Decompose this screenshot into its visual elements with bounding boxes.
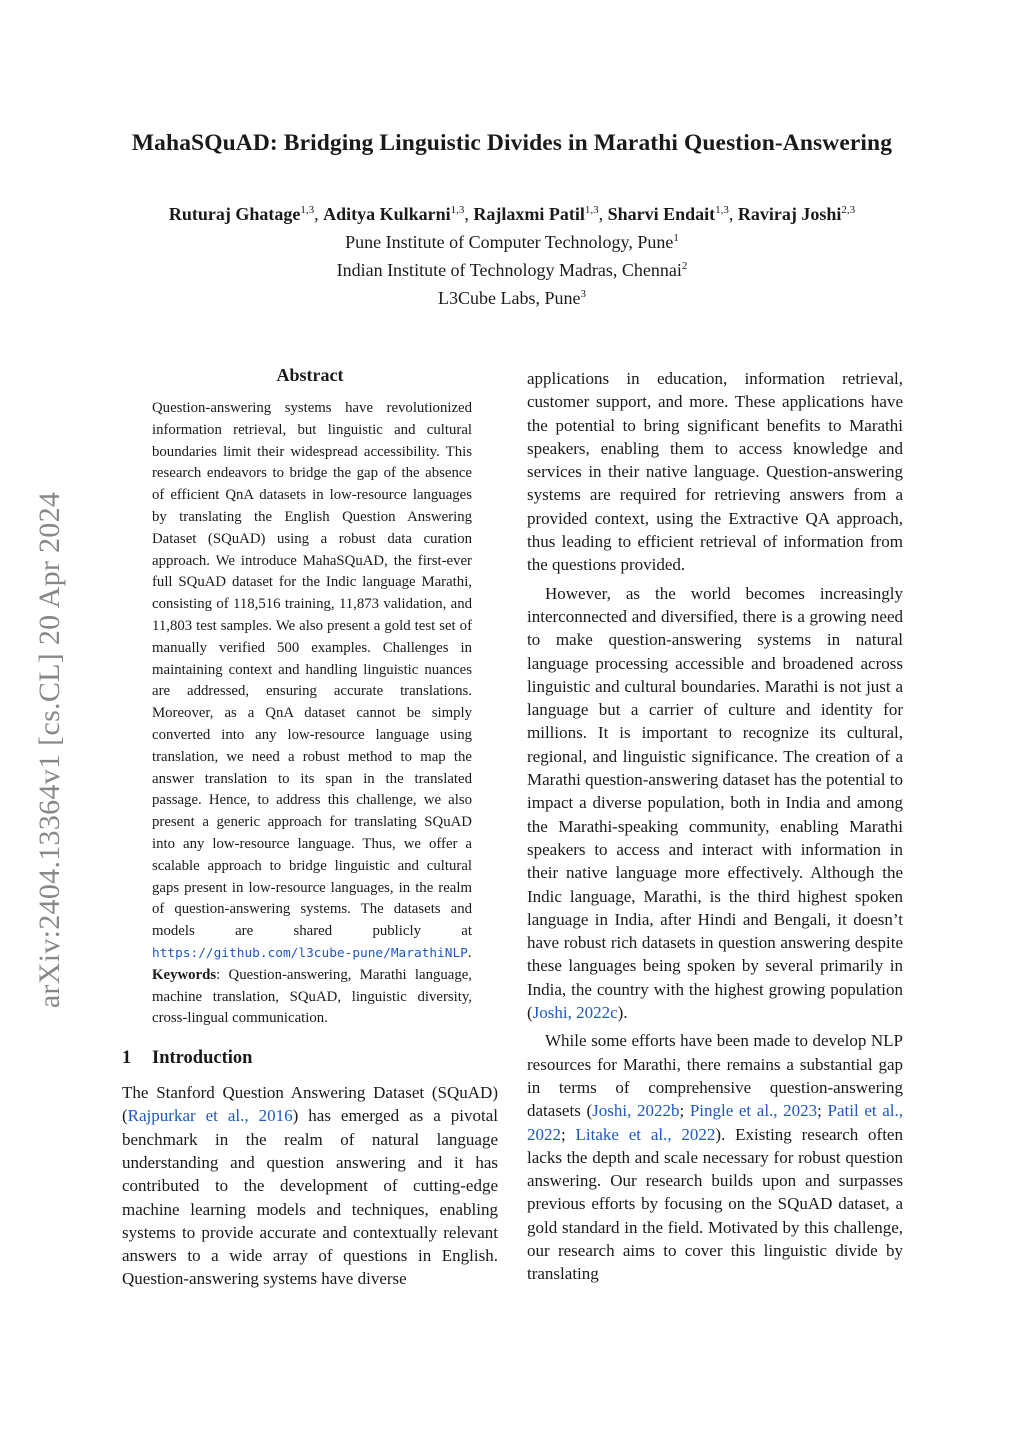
right-column (527, 367, 903, 1286)
author-name: Raviraj Joshi (737, 204, 842, 224)
author-affil-sup: 1,3 (715, 204, 729, 216)
text-run: ; (561, 1124, 576, 1144)
keywords-label: Keywords (152, 966, 217, 983)
text-run: While some efforts have been made to develop NLP resources for Marathi, there remains a substantial gap in terms of comprehensive question-answering datasets ( (527, 1031, 903, 1121)
paper-title: MahaSQuAD: Bridging Linguistic Divides in Marathi Question-Answering (131, 130, 893, 156)
section-number: 1 (122, 1048, 132, 1069)
affiliation-name: Pune Institute of Computer Technology, Pune (345, 232, 674, 252)
section-heading (122, 1048, 498, 1069)
text-run: The Stanford Question Answering Dataset (SQuAD) ( (122, 1083, 498, 1126)
author-block (0, 198, 1024, 310)
citation-link[interactable]: Pingle et al., 2023 (689, 1101, 818, 1121)
author-name: Rajlaxmi Patil (473, 204, 585, 224)
author-name: Sharvi Endait (607, 204, 716, 224)
affiliation-name: Indian Institute of Technology Madras, Chennai (336, 260, 682, 280)
author-affil-sup: 1,3 (300, 204, 315, 216)
paragraph: applications in education, information retrieval, customer support, and more. These applications have the potential to bring significant benefits to Marathi speakers, enabling them to access knowledge and services in their native language. Question-answering systems are required for retrieving answers from a provided context, using the Extractive QA approach, thus leading to efficient retrieval of information from the questions provided. (527, 369, 903, 575)
citation-link[interactable]: Patil et al., 2022 (527, 1101, 903, 1144)
right-body (527, 367, 903, 1286)
repository-link[interactable]: https://github.com/l3cube-pune/MarathiNLP (152, 945, 468, 961)
affiliation (0, 282, 1024, 310)
keywords (152, 965, 472, 1030)
abstract-heading: Abstract (276, 365, 344, 385)
affiliation-sup: 3 (580, 288, 586, 300)
text-run: ). Existing research often lacks the depth and scale necessary for robust question answering. Our research builds upon and surpasses previous efforts by focusing on the SQuAD dataset, a gold standard in the field. Motivated by this challenge, our research aims to cover this linguistic divide by translating (527, 1124, 903, 1284)
left-column (122, 360, 498, 1291)
arxiv-identifier: arXiv:2404.13364v1 [cs.CL] 20 Apr 2024 (33, 491, 66, 1009)
abstract-paragraph: Question-answering systems have revolutionized information retrieval, but linguistic and cultural boundaries limit their widespread accessibility. This research endeavors to bridge the gap of the absence of efficient QnA datasets in low-resource languages by translating the English Question Answering Dataset (SQuAD) using a robust data curation approach. We introduce MahaSQuAD, the first-ever full SQuAD dataset for the Indic language Marathi, consisting of 118,516 training, 11,873 validation, and 11,803 test samples. We also present a gold test set of manually verified 500 examples. Challenges in maintaining context and handling linguistic nuances are addressed, ensuring accurate translations. Moreover, as a QnA dataset cannot be simply converted into any low-resource language using translation, we need a robust method to map the answer translation to its span in the translated passage. Hence, to address this challenge, we also present a generic approach for translating SQuAD into any low-resource language. Thus, we offer a scalable approach to bridge linguistic and cultural gaps present in low-resource languages, in the realm of question-answering systems. The datasets and models are shared publicly at (152, 400, 472, 940)
citation-link[interactable]: Joshi, 2022c (532, 1003, 618, 1023)
affiliation (0, 226, 1024, 254)
author-affil-sup: 1,3 (584, 204, 599, 216)
text-run: ) has emerged as a pivotal benchmark in the realm of natural language understanding and question answering and it has contributed to the development of cutting-edge machine learning models and techniques, enabling systems to provide accurate and contextually relevant answers to a wide array of questions in English. Question-answering systems have diverse (122, 1106, 498, 1289)
citation-link[interactable]: Rajpurkar et al., 2016 (127, 1106, 293, 1126)
section-title: Introduction (152, 1048, 253, 1069)
paragraph (527, 582, 903, 1025)
text-run: ; (817, 1101, 828, 1121)
text-run: However, as the world becomes increasingly interconnected and diversified, there is a growing need to make question-answering systems in natural language processing accessible and broadened across linguistic and cultural boundaries. Marathi is not just a language but a carrier of culture and identity for millions. It is important to recognize its cultural, regional, and linguistic significance. The creation of a Marathi question-answering dataset has the potential to impact a diverse population, both in India and among the Marathi-speaking community, enabling Marathi speakers to access and interact with information in their native language more effectively. Although the Indic language, Marathi, is the third highest spoken language in India, after Hindi and Bengali, it doesn’t have robust rich datasets in question answering despite these languages being spoken by several primarily in India, the country with the highest growing population ( (527, 583, 903, 1023)
citation-link[interactable]: Litake et al., 2022 (575, 1124, 716, 1144)
author-affil-sup: 1,3 (450, 204, 465, 216)
affiliation-sup: 1 (673, 232, 679, 244)
citation-link[interactable]: Joshi, 2022b (592, 1101, 680, 1121)
keywords-text: : Question-answering, Marathi language, machine translation, SQuAD, linguistic diversity, cross-lingual communication. (152, 966, 472, 1027)
paragraph (527, 1029, 903, 1285)
paragraph (122, 1081, 498, 1291)
affiliation (0, 254, 1024, 282)
author-list: Ruturaj Ghatage$^{1,3}$, Aditya Kulkarni$^{1,3}$, Rajlaxmi Patil$^{1,3}$, Sharvi Endait$^{1,3}$, Raviraj Joshi$^{2,3}$ (168, 204, 856, 224)
abstract-text (152, 398, 472, 965)
affiliation-sup: 2 (681, 260, 688, 272)
author-affil-sup: 2,3 (841, 204, 856, 216)
text-run: ; (679, 1101, 690, 1121)
intro-body (122, 1081, 498, 1291)
author-name: Aditya Kulkarni (323, 204, 451, 224)
abstract-end: . (467, 944, 472, 961)
text-run: ). (617, 1003, 628, 1023)
author-name: Ruturaj Ghatage (168, 204, 301, 224)
arxiv-sidebar (30, 450, 70, 1050)
affiliation-name: L3Cube Labs, Pune (438, 288, 581, 308)
abstract-body (152, 398, 472, 1030)
